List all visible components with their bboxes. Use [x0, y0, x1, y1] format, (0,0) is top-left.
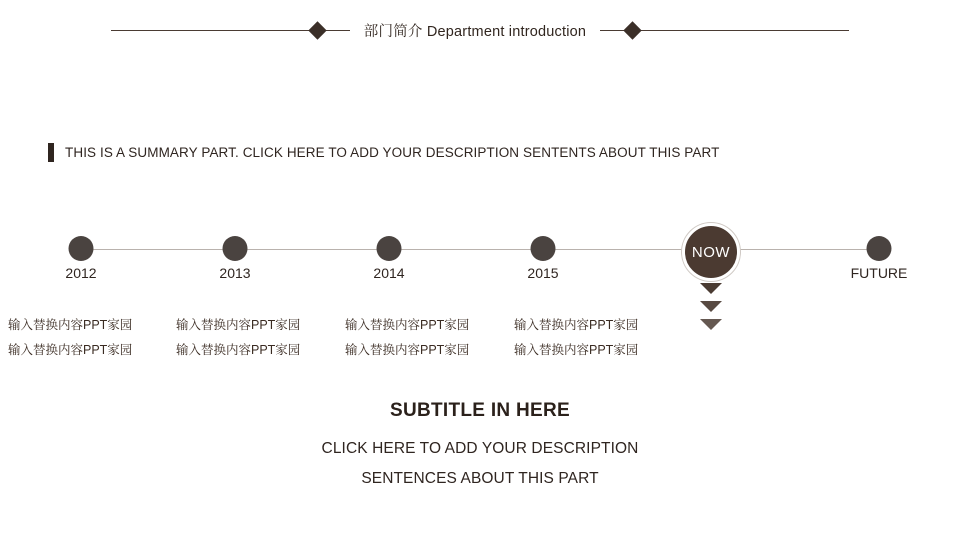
- chevron-down-group: [700, 283, 722, 337]
- timeline-column-line: 输入替换内容PPT家园: [514, 343, 639, 357]
- header-rule-left: [111, 30, 311, 31]
- timeline-year-2012: 2012: [65, 265, 97, 281]
- timeline-node-2012[interactable]: [69, 236, 94, 261]
- slide-header: [0, 12, 960, 48]
- timeline-column-line: 输入替换内容PPT家园: [8, 318, 133, 332]
- timeline-node-future[interactable]: [867, 236, 892, 261]
- page-title: 部门简介 Department introduction: [363, 23, 587, 40]
- diamond-right-icon: [623, 21, 641, 39]
- diamond-left-icon: [308, 21, 326, 39]
- summary-block: [48, 143, 719, 162]
- summary-marker-icon: [48, 143, 54, 162]
- timeline-axis: [78, 249, 882, 250]
- timeline-column-line: 输入替换内容PPT家园: [8, 343, 133, 357]
- footer-title: SUBTITLE IN HERE: [389, 400, 571, 421]
- timeline-year-2015: 2015: [527, 265, 559, 281]
- timeline-column-line: 输入替换内容PPT家园: [176, 318, 301, 332]
- timeline-node-now-label: NOW: [691, 243, 731, 261]
- timeline-year-future: FUTURE: [850, 265, 908, 281]
- timeline-node-now[interactable]: [682, 223, 740, 281]
- timeline: [0, 230, 960, 270]
- header-rule-right: [639, 30, 849, 31]
- timeline-column-line: 输入替换内容PPT家园: [345, 318, 470, 332]
- summary-text: THIS IS A SUMMARY PART. CLICK HERE TO ADD YOUR DESCRIPTION SENTENTS ABOUT THIS PART: [65, 145, 720, 160]
- timeline-node-2014[interactable]: [377, 236, 402, 261]
- timeline-node-2013[interactable]: [223, 236, 248, 261]
- chevron-down-icon: [700, 283, 722, 294]
- header-rule-inner-left: [324, 30, 350, 31]
- footer-line-1: CLICK HERE TO ADD YOUR DESCRIPTION: [321, 440, 639, 457]
- timeline-column-line: 输入替换内容PPT家园: [176, 343, 301, 357]
- footer-block: [0, 400, 960, 494]
- timeline-column-2013: [176, 313, 356, 363]
- timeline-column-line: 输入替换内容PPT家园: [345, 343, 470, 357]
- timeline-year-2013: 2013: [219, 265, 251, 281]
- timeline-column-2015: [514, 313, 694, 363]
- chevron-down-icon: [700, 319, 722, 330]
- chevron-down-icon: [700, 301, 722, 312]
- timeline-column-2012: [8, 313, 188, 363]
- timeline-year-2014: 2014: [373, 265, 405, 281]
- timeline-column-2014: [345, 313, 525, 363]
- timeline-node-2015[interactable]: [531, 236, 556, 261]
- timeline-column-line: 输入替换内容PPT家园: [514, 318, 639, 332]
- footer-line-2: SENTENCES ABOUT THIS PART: [361, 470, 599, 487]
